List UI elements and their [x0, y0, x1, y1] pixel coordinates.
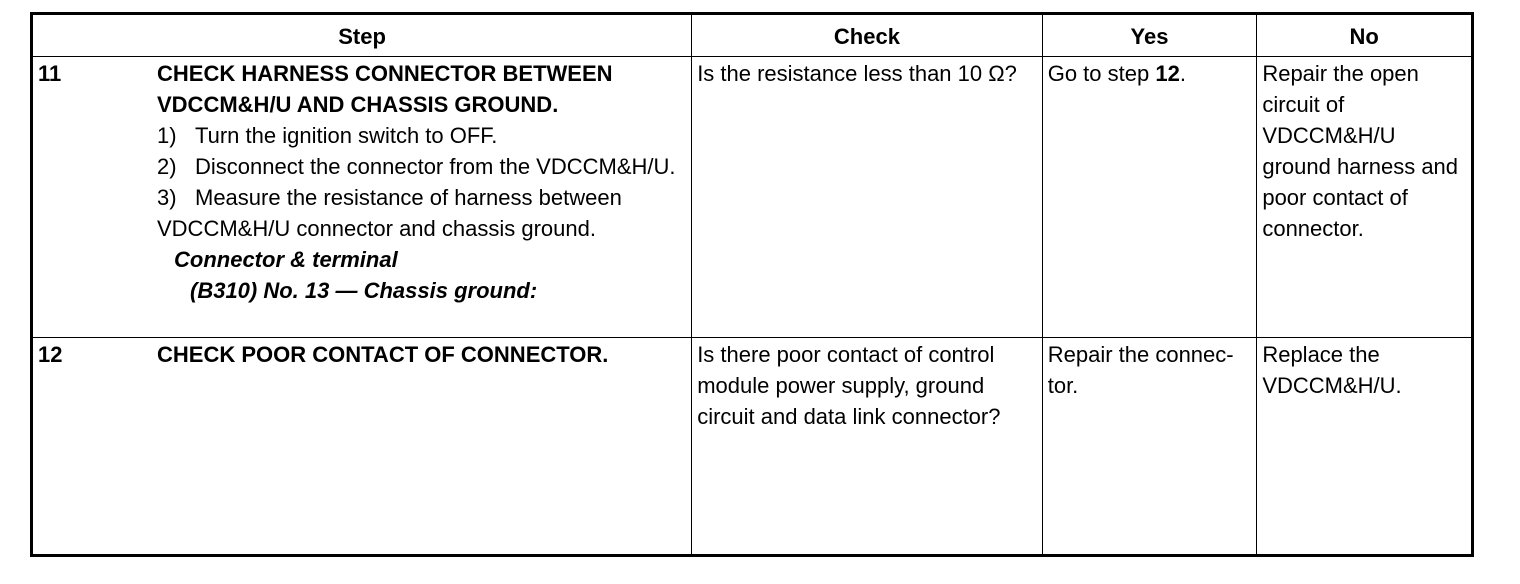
header-check: Check: [692, 14, 1043, 57]
connector-terminal-value: (B310) No. 13 — Chassis ground:: [190, 278, 538, 303]
yes-suffix: .: [1179, 61, 1186, 86]
step-title: CHECK HARNESS CONNECTOR BETWEEN VDCCM&H/U AND CHASSIS GROUND.: [157, 61, 613, 117]
procedure-item: [157, 120, 686, 151]
yes-cell: [1042, 338, 1257, 556]
procedure-text: Disconnect the connector from the VDCCM&H/U.: [195, 154, 676, 179]
procedure-item: [157, 182, 686, 244]
step-cell: [32, 57, 692, 338]
header-no: No: [1257, 14, 1473, 57]
yes-prefix: Go to step: [1047, 61, 1156, 86]
no-cell: [1257, 57, 1473, 338]
diagnostic-table: [30, 12, 1474, 557]
connector-terminal-label: Connector & terminal: [174, 247, 398, 272]
yes-step-ref: 12: [1155, 61, 1180, 86]
step-cell: [32, 338, 692, 556]
procedure-text: Measure the resistance of harness between VDCCM&H/U connector and chassis ground.: [157, 185, 622, 241]
table-row: [32, 338, 1473, 556]
header-yes: Yes: [1042, 14, 1257, 57]
check-cell: [692, 338, 1043, 556]
step-number: 11: [38, 61, 62, 86]
check-cell: [692, 57, 1043, 338]
header-step: Step: [32, 14, 692, 57]
procedure-number: 2): [157, 154, 177, 179]
yes-text: Repair the connec-tor.: [1047, 342, 1234, 399]
procedure-text: Turn the ignition switch to OFF.: [195, 123, 498, 148]
step-number: 12: [38, 342, 63, 368]
procedure-item: [157, 151, 686, 182]
no-text: Repair the open circuit of VDCCM&H/U ground harness and poor contact of connector.: [1262, 61, 1459, 241]
check-text: Is the resistance less than 10 Ω?: [697, 61, 1017, 86]
yes-cell: [1042, 57, 1257, 338]
no-text: Replace the VDCCM&H/U.: [1262, 342, 1402, 399]
step-title: CHECK POOR CONTACT OF CONNECTOR.: [157, 342, 609, 368]
check-text: Is there poor contact of control module power supply, ground circuit and data link connector?: [697, 342, 1001, 430]
no-cell: [1257, 338, 1473, 556]
table-header-row: [32, 14, 1473, 57]
yes-text: [1048, 57, 1252, 89]
table-row: [32, 57, 1473, 338]
procedure-number: 1): [157, 123, 177, 148]
procedure-number: 3): [157, 185, 177, 210]
